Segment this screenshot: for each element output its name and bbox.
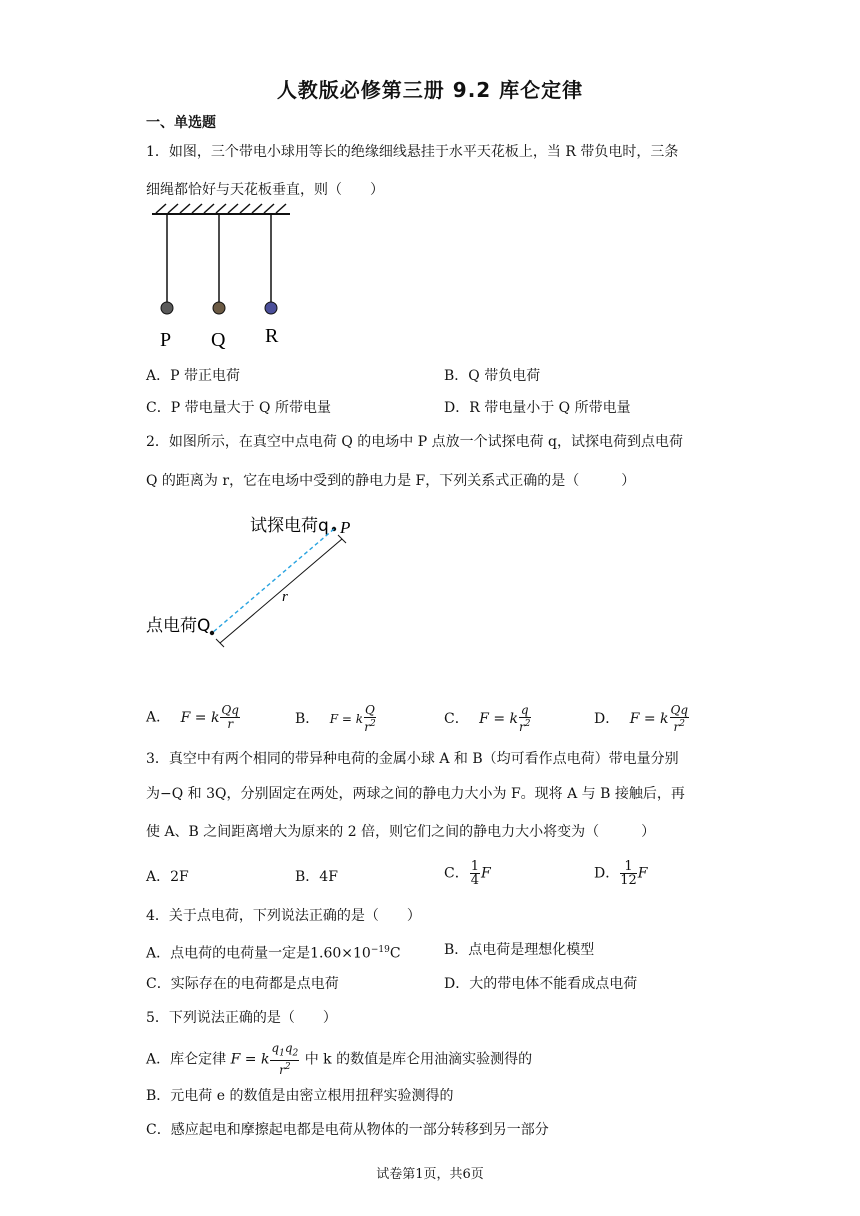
label-R: R xyxy=(265,325,279,347)
point-charge-label: 点电荷Q xyxy=(146,616,211,636)
q4-option-b: B．点电荷是理想化模型 xyxy=(444,942,595,958)
q3-stem-line2: 为−Q 和 3Q，分别固定在两处，两球之间的静电力大小为 F。现将 A 与 B 接触后，再 xyxy=(146,786,685,802)
point-q-dot xyxy=(210,631,214,635)
q2-option-b: B． F = k $\frac{Q}{r^2}$ xyxy=(295,703,376,734)
q3-option-b: B．4F xyxy=(295,869,338,885)
page-footer: 试卷第1页，共6页 xyxy=(376,1167,484,1182)
page-title: 人教版必修第三册 9.2 库仑定律 xyxy=(276,78,584,102)
q2-option-c: C． F = k $\frac{q}{r^2}$ xyxy=(444,703,531,734)
q1-option-a: A．P 带正电荷 xyxy=(146,368,240,384)
q4-option-c: C．实际存在的电荷都是点电荷 xyxy=(146,976,339,992)
ball-Q xyxy=(213,302,225,314)
distance-arrow xyxy=(216,535,346,647)
q5-stem: 5．下列说法正确的是（ ） xyxy=(146,1010,337,1026)
q3-stem-line1: 3．真空中有两个相同的带异种电荷的金属小球 A 和 B（均可看作点电荷）带电量分别 xyxy=(146,751,679,767)
q2-option-d: D． F = k $\frac{Qq}{r^2}$ xyxy=(594,703,689,734)
q1-option-d: D．R 带电量小于 Q 所带电量 xyxy=(444,400,631,416)
q1-figure xyxy=(140,198,310,358)
q2-stem-line2: Q 的距离为 r，它在电场中受到的静电力是 F，下列关系式正确的是（ ） xyxy=(146,473,636,489)
q4-stem: 4．关于点电荷，下列说法正确的是（ ） xyxy=(146,908,421,924)
test-charge-label: 试探电荷q xyxy=(250,516,329,536)
q4-option-d: D．大的带电体不能看成点电荷 xyxy=(444,976,638,992)
q3-option-a: A．2F xyxy=(146,869,189,885)
q5-option-b: B．元电荷 e 的数值是由密立根用扭秤实验测得的 xyxy=(146,1088,454,1104)
q2-stem-line1: 2．如图所示，在真空中点电荷 Q 的电场中 P 点放一个试探电荷 q，试探电荷到点电荷 xyxy=(146,434,684,450)
dashed-connector xyxy=(212,529,334,633)
q3-stem-line3: 使 A、B 之间距离增大为原来的 2 倍，则它们之间的静电力大小将变为（ ） xyxy=(146,824,656,840)
q1-stem-line2: 细绳都恰好与天花板垂直，则（ ） xyxy=(146,182,384,198)
ceiling xyxy=(152,204,290,214)
q1-option-c: C．P 带电量大于 Q 所带电量 xyxy=(146,400,331,416)
ball-R xyxy=(265,302,277,314)
distance-r-label: r xyxy=(282,589,288,605)
q1-option-b: B．Q 带负电荷 xyxy=(444,368,541,384)
q4-option-a: A．点电荷的电荷量一定是$1.60\times 10^{-19}C$ xyxy=(146,945,401,962)
q2-option-a: A． F = k $\frac{Qq}{r}$ xyxy=(146,703,239,731)
section-heading: 一、单选题 xyxy=(146,115,216,131)
q3-option-d: D． $\frac{1}{12}$ F xyxy=(594,859,648,888)
ball-P xyxy=(161,302,173,314)
q3-option-c: C． $\frac{1}{4}$ F xyxy=(444,859,491,888)
q2-figure xyxy=(140,505,380,655)
q5-option-a: A．库仑定律 F = k $\frac{q_1q_2}{r^2}$ 中 k 的数值是库仑用油滴实验测得的 xyxy=(146,1041,533,1078)
point-p-label: P xyxy=(340,518,351,537)
label-P: P xyxy=(160,329,172,351)
q5-option-c: C．感应起电和摩擦起电都是电荷从物体的一部分转移到另一部分 xyxy=(146,1122,549,1138)
q1-stem-line1: 1．如图，三个带电小球用等长的绝缘细线悬挂于水平天花板上，当 R 带负电时，三条 xyxy=(146,144,679,160)
label-Q: Q xyxy=(211,329,226,351)
